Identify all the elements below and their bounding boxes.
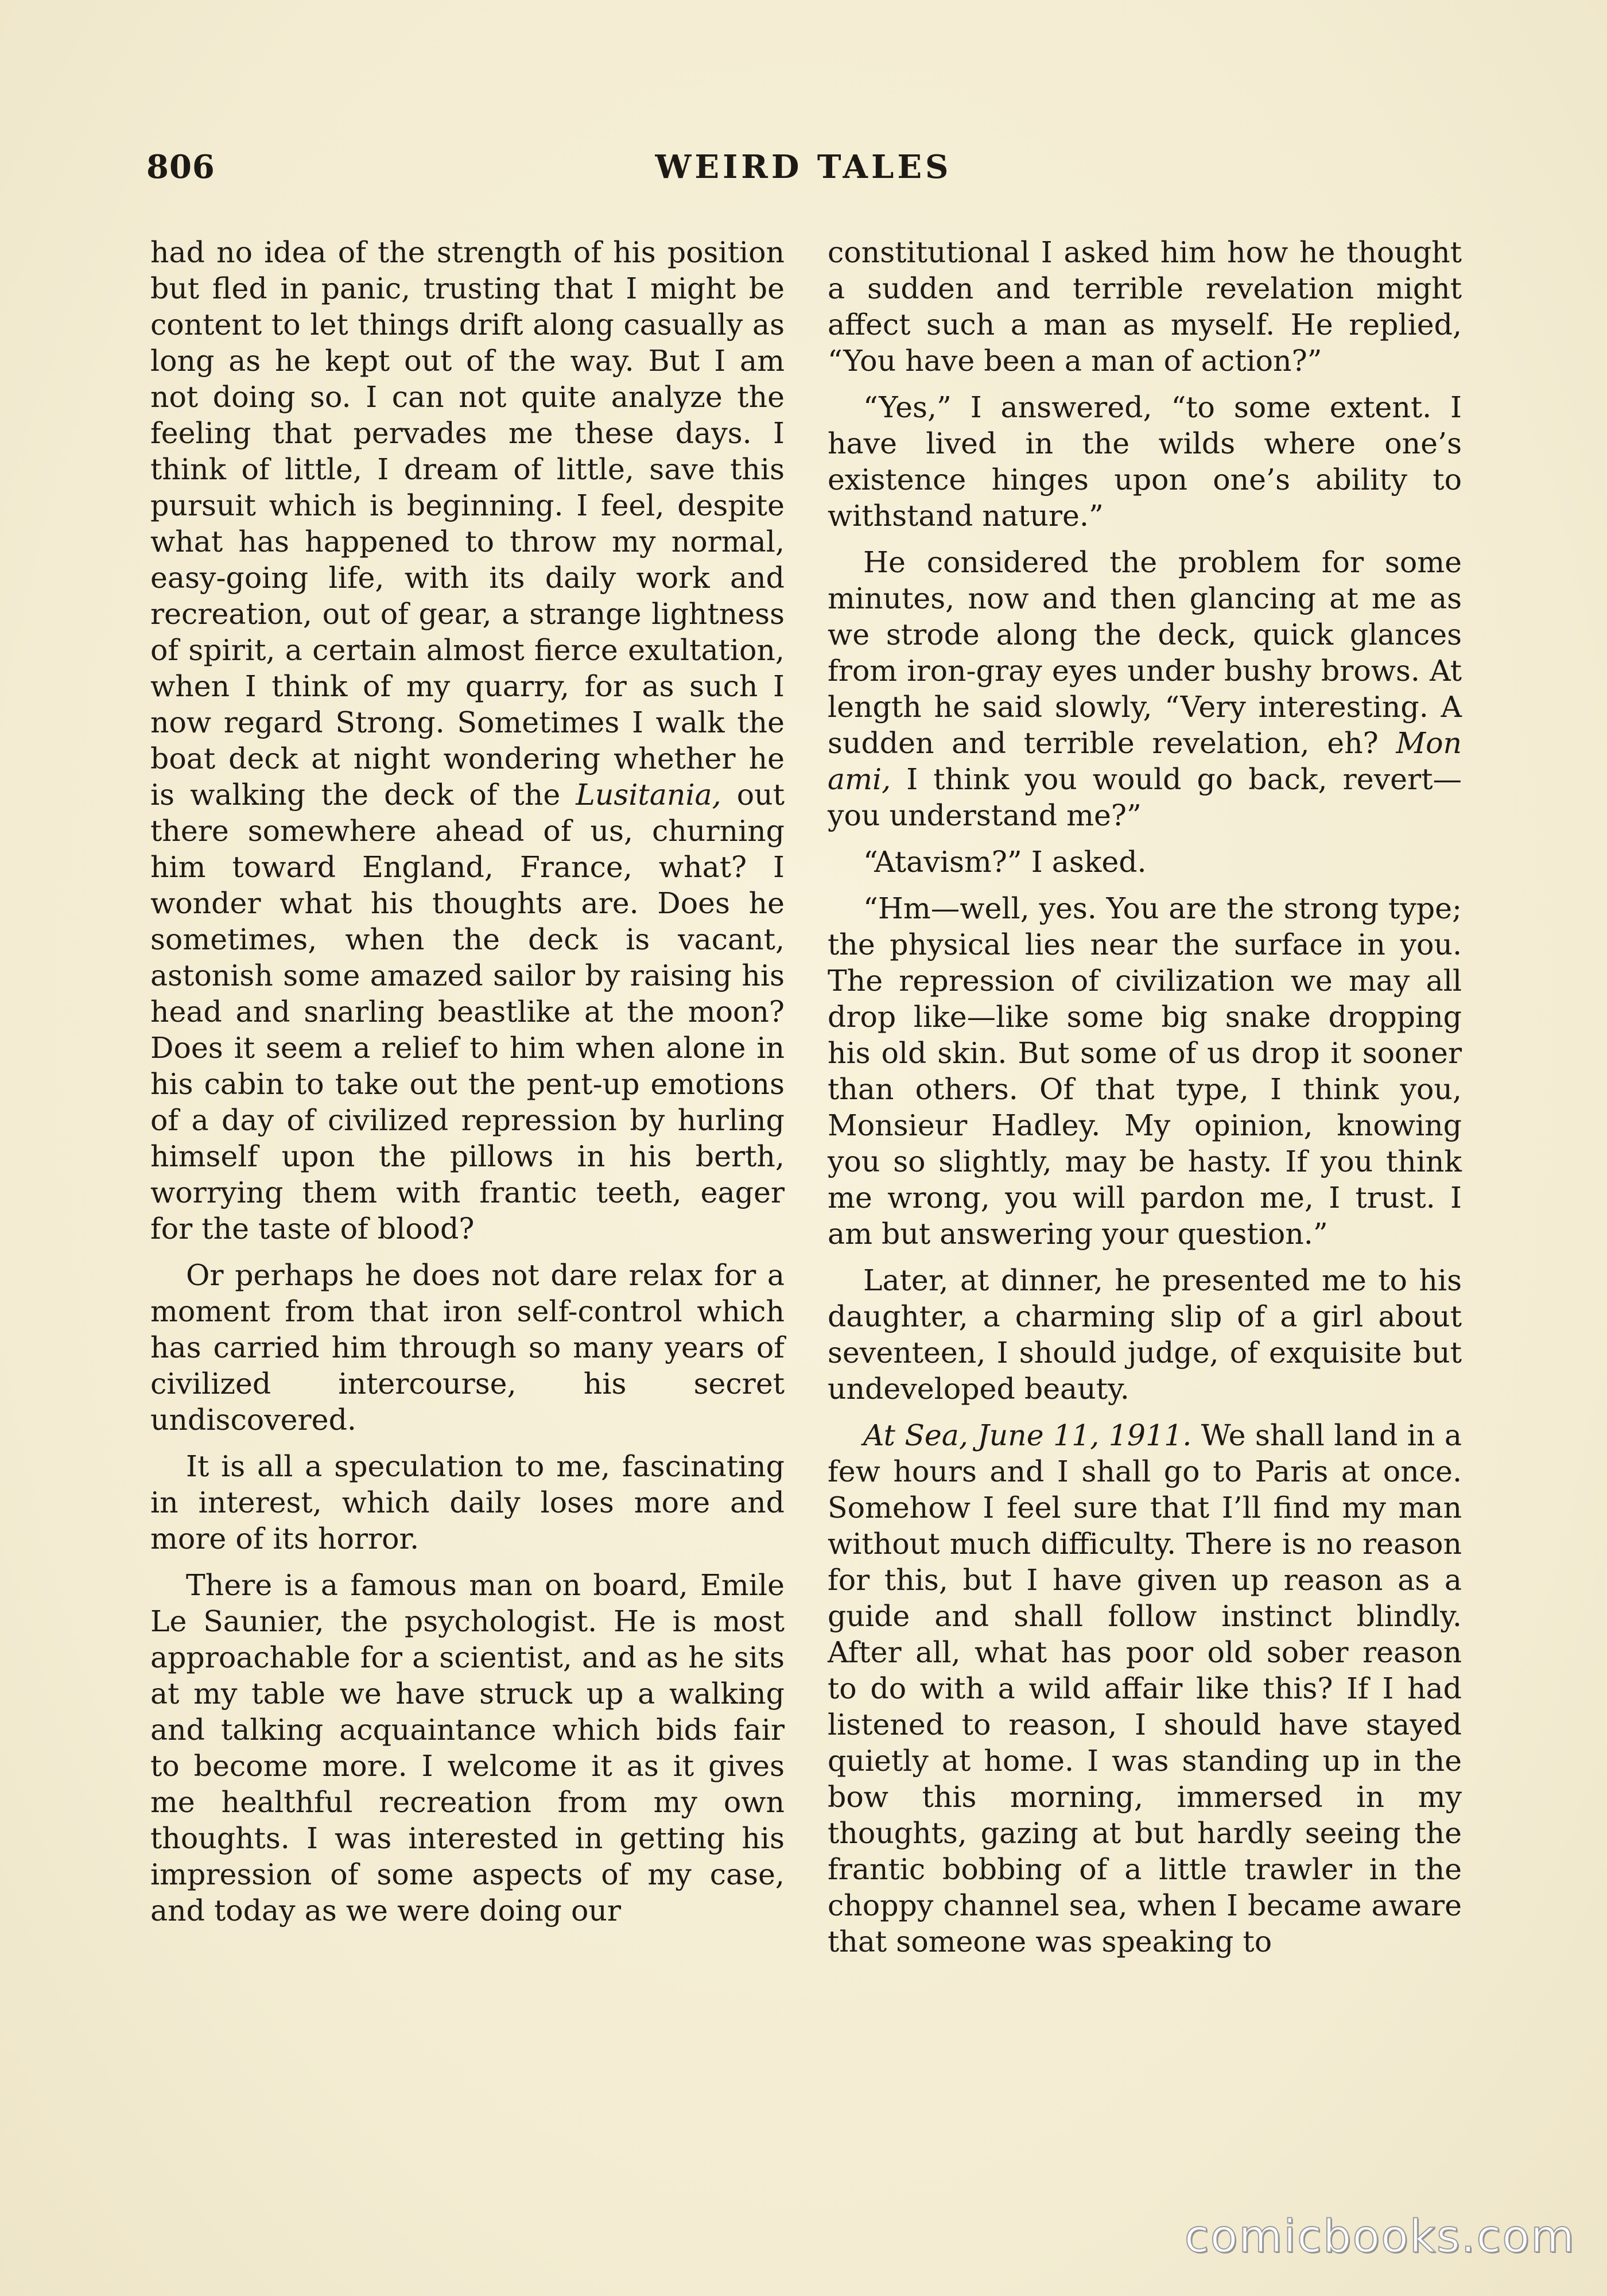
left-column bbox=[150, 234, 785, 1929]
diary-entry: At Sea, June 11, 1911. We shall land in a few hours and I shall go to Paris at once. Somehow I feel sure that I’ll find my man without much difficulty. There is no reason for this, but I have given up reason as a guide and shall follow instinct blindly. After all, what has poor old sober reason to do with a wild affair like this? If I had listened to reason, I should have stayed quietly at home. I was standing up in the bow this morning, immersed in my thoughts, gazing at but hardly seeing the frantic bobbing of a little trawler in the choppy channel sea, when I became aware that someone was speaking to bbox=[828, 1418, 1462, 1958]
paragraph: “Yes,” I answered, “to some extent. I have lived in the wilds where one’s existence hinges upon one’s ability to withstand nature.” bbox=[828, 390, 1462, 533]
paragraph: had no idea of the strength of his position but fled in panic, trusting that I might be content to let things drift along casually as long as he kept out of the way. But I am not doing so. I can not quite analyze the feeling that pervades me these days. I think of little, I dream of little, save this pursuit which is beginning. I feel, despite what has happened to throw my normal, easy-going life, with its daily work and recreation, out of gear, a strange lightness of spirit, a certain almost fierce exultation, when I think of my quarry, for as such I now regard Strong. Sometimes I walk the boat deck at night wondering whether he is walking the deck of the Lusitania, out there somewhere ahead of us, churning him toward England, France, what? I wonder what his thoughts are. Does he sometimes, when the deck is vacant, astonish some amazed sailor by raising his head and snarling beastlike at the moon? Does it seem a relief to him when alone in his cabin to take out the pent-up emotions of a day of civilized repression by hurling himself upon the pillows in his berth, worrying them with frantic teeth, eager for the taste of blood? bbox=[150, 235, 785, 1246]
paragraph: constitutional I asked him how he thought a sudden and terrible revelation might affect such a man as myself. He replied, “You have been a man of action?” bbox=[828, 235, 1462, 378]
watermark: comicbooks.com bbox=[1184, 2211, 1575, 2263]
paragraph: Or perhaps he does not dare relax for a moment from that iron self-control which has carried him through so many years of civilized intercourse, his secret undiscovered. bbox=[150, 1258, 785, 1437]
diary-date: At Sea, June 11, 1911. bbox=[863, 1418, 1192, 1452]
paragraph: “Hm—well, yes. You are the strong type; the physical lies near the surface in you. The repression of civilization we may all drop like—like some big snake dropping his old skin. But some of us drop it sooner than others. Of that type, I think you, Monsieur Hadley. My opinion, knowing you so slightly, may be hasty. If you think me wrong, you will pardon me, I trust. I am but answering your question.” bbox=[828, 891, 1462, 1251]
page-header bbox=[146, 148, 1461, 188]
paragraph: It is all a speculation to me, fascinating in interest, which daily loses more and more of its horror. bbox=[150, 1449, 785, 1556]
paragraph: “Atavism?” I asked. bbox=[863, 845, 1147, 879]
italic-phrase: Mon ami, bbox=[828, 726, 1462, 796]
paragraph: He considered the problem for some minutes, now and then glancing at me as we strode along the deck, quick glances from iron-gray eyes under bushy brows. At length he said slowly, “Very interesting. A sudden and terrible revelation, eh? Mon ami, I think you would go back, revert—you understand me?” bbox=[828, 545, 1462, 832]
ship-name: Lusitania, bbox=[576, 778, 721, 812]
paragraph: Later, at dinner, he presented me to his daughter, a charming slip of a girl about seventeen, I should judge, of exquisite but undeveloped beauty. bbox=[828, 1263, 1462, 1406]
running-title: WEIRD TALES bbox=[655, 148, 952, 186]
right-column bbox=[828, 234, 1462, 1960]
paragraph: There is a famous man on board, Emile Le Saunier, the psychologist. He is most approachable for a scientist, and as he sits at my table we have struck up a walking and talking acquaintance which bids fair to become more. I welcome it as it gives me healthful recreation from my own thoughts. I was interested in getting his impression of some aspects of my case, and today as we were doing our bbox=[150, 1568, 785, 1927]
page-number: 806 bbox=[146, 148, 215, 186]
